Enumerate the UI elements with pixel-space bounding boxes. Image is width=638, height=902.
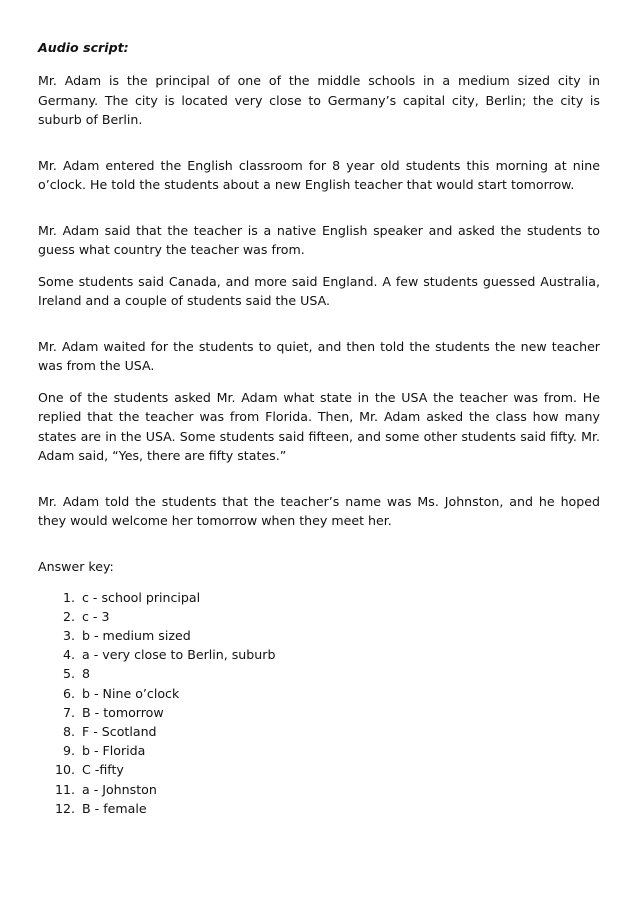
answer-number: 3. <box>62 627 75 643</box>
answer-text: a - very close to Berlin, suburb <box>82 647 276 663</box>
list-item <box>38 780 600 799</box>
spacer <box>38 376 600 388</box>
paragraph-principal: Mr. Adam is the principal of one of the middle schools in a medium sized city in Germany. The city is located very close to Germany’s capital city, Berlin; the city is suburb of Berlin. <box>38 73 600 127</box>
answer-text: c - school principal <box>82 589 201 605</box>
audio-script-heading: Audio script: <box>38 40 129 55</box>
answer-number: 8. <box>62 723 75 739</box>
paragraph-teacher-name: Mr. Adam told the students that the teacher’s name was Ms. Johnston, and he hoped they would welcome her tomorrow when they meet her. <box>38 493 600 528</box>
answer-list <box>38 588 600 818</box>
answer-text: C -fifty <box>82 762 124 778</box>
answer-text: b - Florida <box>82 743 146 759</box>
answer-number: 1. <box>62 589 75 605</box>
answer-number: 6. <box>62 685 75 701</box>
spacer <box>38 466 600 492</box>
answer-text: a - Johnston <box>82 781 157 797</box>
paragraph-teacher-usa: Mr. Adam waited for the students to quiet, and then told the students the new teacher was from the USA. <box>38 338 600 373</box>
answer-text: F - Scotland <box>82 723 157 739</box>
paragraph-classroom: Mr. Adam entered the English classroom for 8 year old students this morning at nine o’clock. He told the students about a new English teacher that would start tomorrow. <box>38 157 600 192</box>
answer-number: 4. <box>62 647 75 663</box>
spacer <box>38 195 600 221</box>
answer-text: b - Nine o’clock <box>82 685 180 701</box>
answer-text: 8 <box>82 666 91 682</box>
answer-number: 2. <box>62 608 75 624</box>
paragraph-student-guesses: Some students said Canada, and more said England. A few students guessed Australia, Ireland and a couple of students said the USA. <box>38 273 600 308</box>
spacer <box>38 311 600 337</box>
answer-text: B - female <box>82 800 147 816</box>
answer-key-title: Answer key: <box>38 558 114 574</box>
document-page <box>38 38 600 818</box>
list-item <box>38 799 600 818</box>
list-item <box>38 722 600 741</box>
spacer <box>38 130 600 156</box>
list-item <box>38 664 600 683</box>
answer-number: 7. <box>62 704 75 720</box>
list-item <box>38 645 600 664</box>
answer-text: B - tomorrow <box>82 704 164 720</box>
paragraph-guess-country: Mr. Adam said that the teacher is a native English speaker and asked the students to guess what country the teacher was from. <box>38 222 600 257</box>
paragraph-florida-states: One of the students asked Mr. Adam what state in the USA the teacher was from. He replied that the teacher was from Florida. Then, Mr. Adam asked the class how many states are in the USA. Some students said fifteen, and some other students said fifty. Mr. Adam said, “Yes, there are fifty states.” <box>38 389 600 463</box>
list-item <box>38 626 600 645</box>
list-item <box>38 588 600 607</box>
answer-number: 12. <box>54 800 75 816</box>
spacer <box>38 531 600 557</box>
answer-number: 11. <box>54 781 75 797</box>
list-item <box>38 703 600 722</box>
answer-number: 9. <box>62 743 75 759</box>
answer-text: c - 3 <box>82 608 110 624</box>
list-item <box>38 607 600 626</box>
answer-number: 5. <box>62 666 75 682</box>
list-item <box>38 760 600 779</box>
list-item <box>38 684 600 703</box>
list-item <box>38 741 600 760</box>
answer-number: 10. <box>54 762 75 778</box>
answer-text: b - medium sized <box>82 627 191 643</box>
spacer <box>38 260 600 272</box>
